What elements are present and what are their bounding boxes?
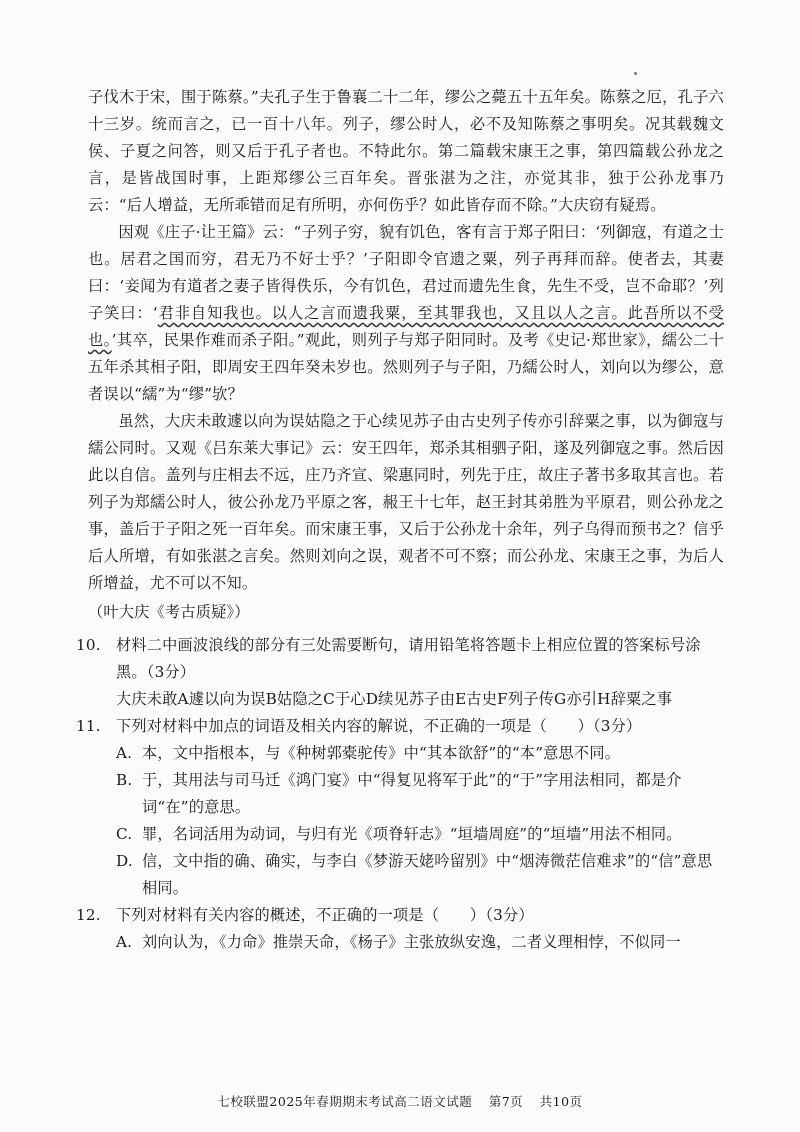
question-10-number: 10. bbox=[76, 636, 101, 654]
question-11-option-c bbox=[116, 821, 724, 848]
question-10-sentence: 大庆未敢A遽以向为误B姑隐之C于心D续见苏子由E古史F列子传G亦引H辞粟之事 bbox=[116, 690, 673, 708]
passage-paragraph-2 bbox=[88, 219, 724, 408]
footer-page-number: 第7页 bbox=[488, 1094, 524, 1109]
question-11-option-a bbox=[116, 740, 724, 767]
passage-paragraph-2-tail: ’其卒，民果作难而杀子阳。”观此，则列子与郑子阳同时。及考《史记·郑世家》，繻公二十五年杀其相子阳，即周安王四年癸未岁也。然则列子与子阳，乃繻公时人，刘向以为缪公，意者误以“繻”为“缪”欤？ bbox=[88, 331, 724, 403]
question-11-option-d bbox=[116, 848, 724, 902]
footer-title: 七校联盟2025年春期期末考试高二语文试题 bbox=[217, 1094, 473, 1109]
option-text: 于，其用法与司马迁《鸿门宴》中“得复见将军于此”的“于”字用法相同，都是介词“在”的意思。 bbox=[142, 771, 682, 816]
question-11-number: 11. bbox=[76, 717, 101, 735]
option-letter: D. bbox=[116, 852, 133, 870]
option-text: 本，文中指根本，与《种树郭橐驼传》中“其本欲舒”的“本”意思不同。 bbox=[142, 744, 621, 762]
option-letter: A. bbox=[116, 933, 133, 951]
question-12-stem: 下列对材料有关内容的概述，不正确的一项是（ ）（3分） bbox=[116, 906, 534, 924]
option-text: 罪，名词活用为动词，与归有光《项脊轩志》“垣墙周庭”的“垣墙”用法不相同。 bbox=[142, 825, 682, 843]
passage-paragraph-3: 虽然，大庆未敢遽以向为误姑隐之于心续见苏子由古史列子传亦引辞粟之事，以为御寇与繻公同时。又观《吕东莱大事记》云：安王四年，郑杀其相驷子阳，遂及列御寇之事。然后因此以自信。盖列与庄相去不远，庄乃齐宣、梁惠同时，列先于庄，故庄子著书多取其言也。若列子为郑繻公时人，彼公孙龙乃平原之客，赧王十七年，赵王封其弟胜为平原君，则公孙龙之事，盖后于子阳之死一百年矣。而宋康王事，又后于公孙龙十余年，列子乌得而预书之？信乎后人所增，有如张湛之言矣。然则刘向之误，观者不可不察；而公孙龙、宋康王之事，为后人所增益，尤不可以不知。 bbox=[88, 412, 724, 592]
question-12-option-a bbox=[116, 929, 724, 956]
exam-content bbox=[76, 84, 725, 956]
option-text: 刘向认为，《力命》推崇天命，《杨子》主张放纵安逸，二者义理相悖，不似同一 bbox=[142, 933, 681, 951]
question-10-stem: 材料二中画波浪线的部分有三处需要断句，请用铅笔将答题卡上相应位置的答案标号涂黑。（3分） bbox=[116, 636, 701, 681]
question-11 bbox=[76, 713, 724, 902]
option-letter: C. bbox=[116, 825, 133, 843]
option-letter: B. bbox=[116, 771, 133, 789]
scan-speck bbox=[634, 72, 637, 75]
page-footer bbox=[0, 1092, 800, 1110]
question-11-stem: 下列对材料中加点的词语及相关内容的解说，不正确的一项是（ ）（3分） bbox=[116, 717, 642, 735]
question-10 bbox=[76, 632, 724, 713]
wavy-underlined-sentence: 君非自知我也。以人之言而遗我粟，至其罪我也，又且以人之言。此吾所以不受也。 bbox=[88, 304, 725, 349]
option-text: 信，文中指的确、确实，与李白《梦游天姥吟留别》中“烟涛微茫信难求”的“信”意思相同。 bbox=[142, 852, 713, 897]
question-12 bbox=[76, 902, 724, 956]
passage-paragraph-1: 子伐木于宋，围于陈蔡。”夫孔子生于鲁襄二十二年，缪公之薨五十五年矣。陈蔡之厄，孔子六十三岁。统而言之，已一百十八年。列子，缪公时人，必不及知陈蔡之事明矣。况其载魏文侯、子夏之问答，则又后于孔子者也。不特此尔。第二篇载宋康王之事，第四篇载公孙龙之言，是皆战国时事，上距郑缪公三百年矣。晋张湛为之注，亦觉其非，独于公孙龙事乃云：“后人增益，无所乖错而足有所明，亦何伤乎？如此皆存而不除。”大庆窃有疑焉。 bbox=[88, 88, 724, 214]
footer-total-pages: 共10页 bbox=[539, 1094, 583, 1109]
passage-source: （叶大庆《考古质疑》） bbox=[88, 603, 250, 621]
passage-paragraph-2-head: 因观《庄子·让王篇》云：“子列子穷，貌有饥色，客有言于郑子阳曰：‘列御寇，有道之士也。居君之国而穷，君无乃不好士乎？’子阳即令官遗之粟，列子再拜而辞。使者去，其妻曰：‘妾闻为有道者之妻子皆得佚乐，今有饥色，君过而遗先生食，先生不受，岂不命耶？’列子笑曰：‘ bbox=[88, 223, 724, 322]
question-11-option-b bbox=[116, 767, 724, 821]
option-letter: A. bbox=[116, 744, 133, 762]
question-12-number: 12. bbox=[76, 906, 101, 924]
